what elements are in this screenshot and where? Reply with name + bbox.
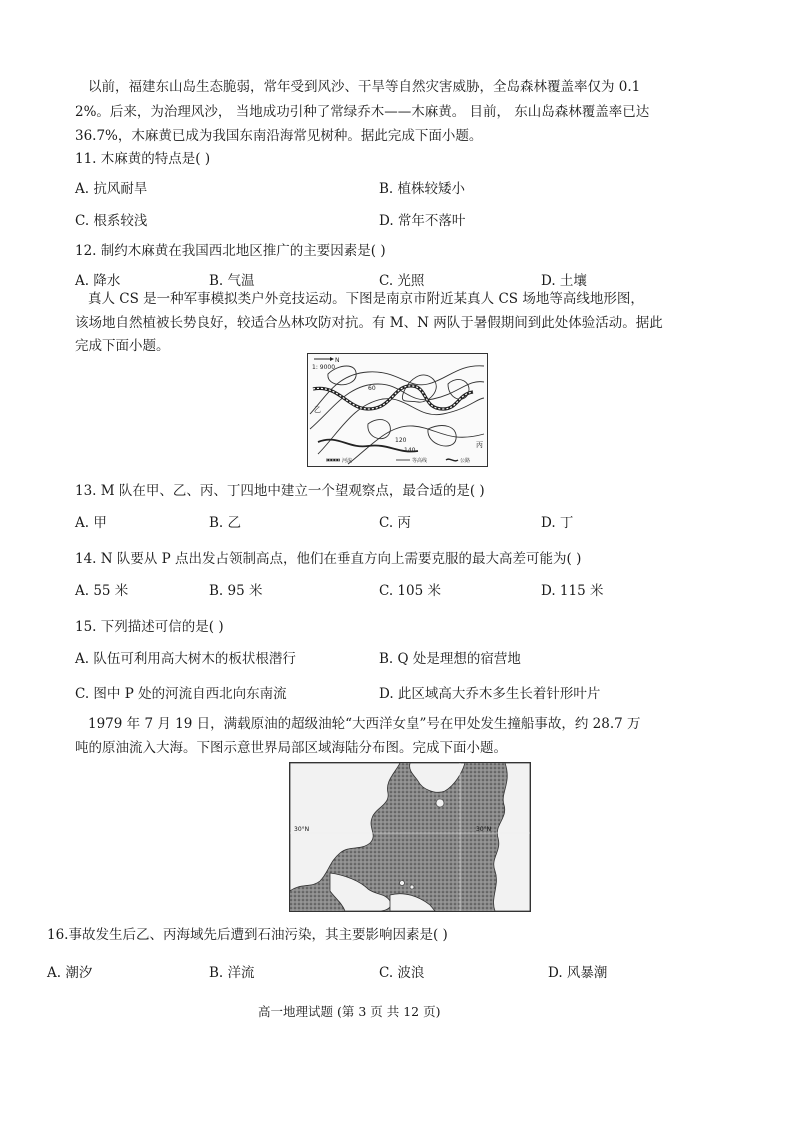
north-arrow-icon [314,357,334,361]
legend-river: 河流 [342,458,353,464]
passage3-line1: 1979 年 7 月 19 日，满载原油的超级油轮“大西洋女皇”号在甲处发生撞船事故，约 28.7 万 [88,716,641,732]
q11-option-d[interactable]: D. 常年不落叶 [379,213,466,229]
place-bing: 丙 [476,441,483,449]
q14-option-d[interactable]: D. 115 米 [541,583,604,599]
passage2-line1: 真人 CS 是一种军事模拟类户外竞技运动。下图是南京市附近某真人 CS 场地等高线地形图， [88,291,644,307]
q11-option-b[interactable]: B. 植株较矮小 [379,181,466,197]
lat-label-left: 30°N [294,826,310,833]
q13-option-a[interactable]: A. 甲 [75,515,107,531]
q16-option-b[interactable]: B. 洋流 [209,965,255,981]
world-ocean-map [289,762,531,912]
north-label: N [335,357,340,364]
q14-option-c[interactable]: C. 105 米 [379,583,441,599]
question-14-stem: 14. N 队要从 P 点出发占领制高点，他们在垂直方向上需要克服的最大高差可能为( ) [75,551,582,567]
q11-option-c[interactable]: C. 根系较浅 [75,213,148,229]
q16-option-c[interactable]: C. 波浪 [379,965,425,981]
question-16-stem: 16.事故发生后乙、丙海域先后遭到石油污染，其主要影响因素是( ) [47,927,448,943]
q12-option-a[interactable]: A. 降水 [75,273,121,289]
q13-option-c[interactable]: C. 丙 [379,515,411,531]
passage3-line2: 吨的原油流入大海。下图示意世界局部区域海陆分布图。完成下面小题。 [75,740,507,756]
place-yi: 乙 [314,406,321,414]
q12-option-c[interactable]: C. 光照 [379,273,425,289]
question-12-stem: 12. 制约木麻黄在我国西北地区推广的主要因素是( ) [75,243,386,259]
q13-option-b[interactable]: B. 乙 [209,515,242,531]
question-11-stem: 11. 木麻黄的特点是( ) [75,151,211,167]
q11-option-a[interactable]: A. 抗风耐旱 [75,181,148,197]
passage1-line3: 36.7%，木麻黄已成为我国东南沿海常见树种。据此完成下面小题。 [75,128,483,144]
q15-option-d[interactable]: D. 此区域高大乔木多生长着针形叶片 [379,686,601,702]
passage2-line3: 完成下面小题。 [75,338,170,354]
legend-contour: 等高线 [412,458,428,464]
map-legend [326,457,470,464]
q14-option-a[interactable]: A. 55 米 [75,583,129,599]
q15-option-c[interactable]: C. 图中 P 处的河流自西北向东南流 [75,686,287,702]
contour-label-120: 120 [395,437,407,444]
q12-option-b[interactable]: B. 气温 [209,273,255,289]
q16-option-d[interactable]: D. 风暴潮 [548,965,608,981]
page-footer: 高一地理试题 (第 3 页 共 12 页) [258,1004,441,1019]
q15-option-b[interactable]: B. Q 处是理想的宿营地 [379,651,521,667]
passage1-line2: 2%。后来，为治理风沙， 当地成功引种了常绿乔木——木麻黄。 目前， 东山岛森林覆盖率已达 [75,104,650,120]
legend-road: 公路 [460,458,471,464]
passage2-line2: 该场地自然植被长势良好，较适合丛林攻防对抗。有 M、N 两队于暑假期间到此处体验活动。据此 [75,315,663,331]
question-15-stem: 15. 下列描述可信的是( ) [75,619,224,635]
contour-map [307,353,488,467]
passage1-line1: 以前，福建东山岛生态脆弱，常年受到风沙、干旱等自然灾害威胁，全岛森林覆盖率仅为 0.1 [88,79,641,95]
q14-option-b[interactable]: B. 95 米 [209,583,263,599]
question-13-stem: 13. M 队在甲、乙、丙、丁四地中建立一个望观察点，最合适的是( ) [75,483,485,499]
lat-label-right: 30°N [476,826,492,833]
contour-label-140: 140 [404,447,416,454]
contour-label-60: 60 [368,385,376,392]
q15-option-a[interactable]: A. 队伍可利用高大树木的板状根潜行 [75,651,296,667]
q16-option-a[interactable]: A. 潮汐 [47,965,93,981]
q13-option-d[interactable]: D. 丁 [541,515,574,531]
map-scale: 1: 9000 [312,364,336,371]
q12-option-d[interactable]: D. 土壤 [541,273,587,289]
